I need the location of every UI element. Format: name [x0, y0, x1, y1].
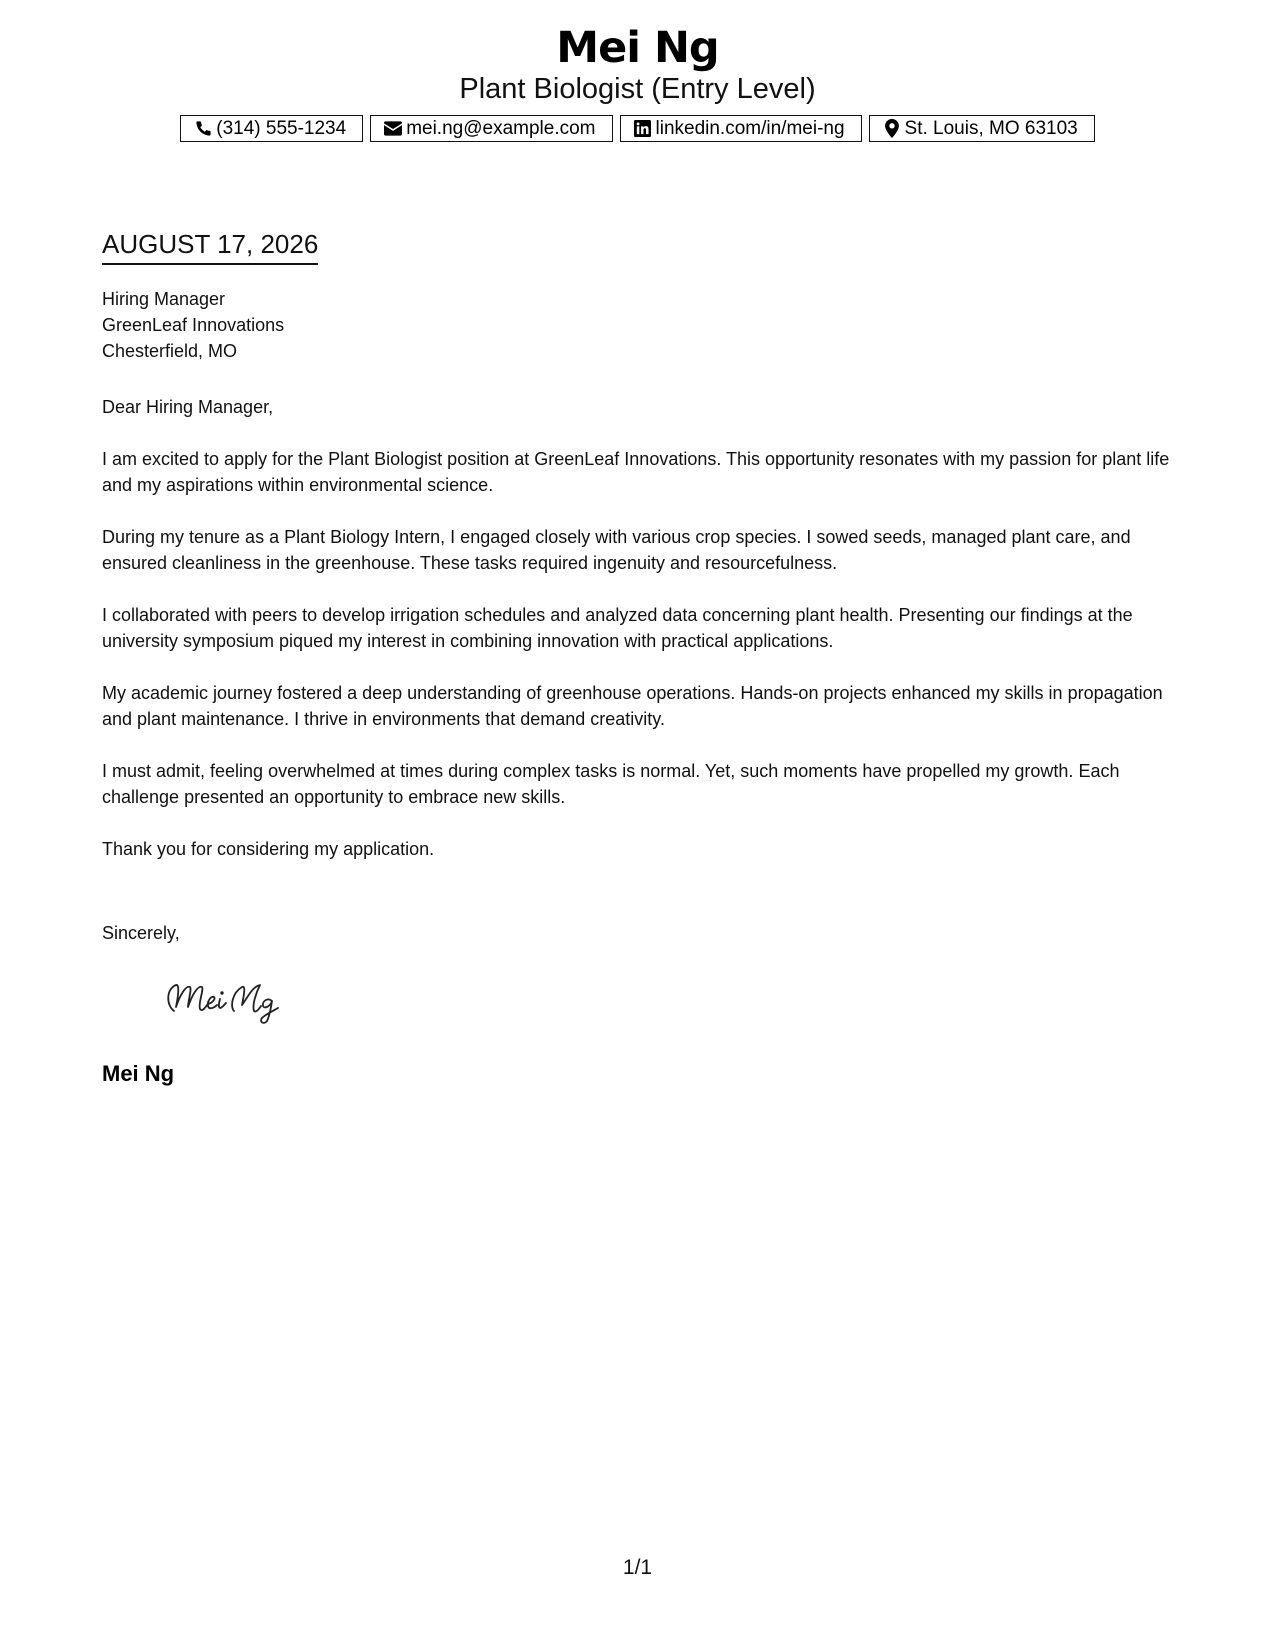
- page-number: 1/1: [622, 1556, 653, 1579]
- signer-name: Mei Ng: [102, 1061, 175, 1086]
- contact-email-text: mei.ng@example.com: [406, 117, 596, 139]
- letter-header: [0, 20, 1275, 142]
- body-paragraph: I must admit, feeling overwhelmed at times during complex tasks is normal. Yet, such moments have propelled my growth. Each challenge presented an opportunity to embrace new skills.: [102, 761, 1120, 807]
- recipient-block: [102, 286, 284, 364]
- applicant-title: Plant Biologist (Entry Level): [459, 73, 816, 105]
- contact-email[interactable]: [370, 115, 612, 142]
- map-marker-icon: [882, 119, 902, 139]
- recipient-company: GreenLeaf Innovations: [102, 315, 285, 335]
- contact-linkedin[interactable]: [620, 115, 862, 142]
- contact-phone[interactable]: [180, 115, 363, 142]
- letter-date: AUGUST 17, 2026: [102, 228, 318, 265]
- closing-line: Sincerely,: [102, 923, 180, 943]
- salutation: Dear Hiring Manager,: [102, 397, 274, 417]
- body-paragraph: I am excited to apply for the Plant Biologist position at GreenLeaf Innovations. This opportunity resonates with my passion for plant life and my aspirations within environmental science.: [102, 449, 1170, 495]
- letter-body: [102, 394, 1182, 888]
- contact-location[interactable]: [869, 115, 1095, 142]
- handwritten-signature: [160, 975, 300, 1025]
- linkedin-icon: [633, 119, 653, 139]
- contact-phone-text: (314) 555-1234: [216, 117, 347, 139]
- applicant-name: Mei Ng: [556, 23, 719, 73]
- contact-linkedin-text: linkedin.com/in/mei-ng: [655, 117, 845, 139]
- body-paragraph: During my tenure as a Plant Biology Intern, I engaged closely with various crop species. I sowed seeds, managed plant care, and ensured cleanliness in the greenhouse. These tasks required ingenuity and resourcefulness.: [102, 527, 1131, 573]
- body-paragraph: My academic journey fostered a deep understanding of greenhouse operations. Hands-on projects enhanced my skills in propagation and plant maintenance. I thrive in environments that demand creativity.: [102, 683, 1163, 729]
- phone-icon: [193, 119, 213, 139]
- recipient-line: Hiring Manager: [102, 289, 226, 309]
- envelope-icon: [383, 119, 403, 139]
- contact-bar: [0, 115, 1275, 142]
- contact-location-text: St. Louis, MO 63103: [904, 117, 1078, 139]
- recipient-location: Chesterfield, MO: [102, 341, 238, 361]
- body-paragraph: Thank you for considering my application.: [102, 839, 435, 859]
- body-paragraph: I collaborated with peers to develop irrigation schedules and analyzed data concerning plant health. Presenting our findings at the university symposium piqued my interest in combining innovation with practical applications.: [102, 605, 1133, 651]
